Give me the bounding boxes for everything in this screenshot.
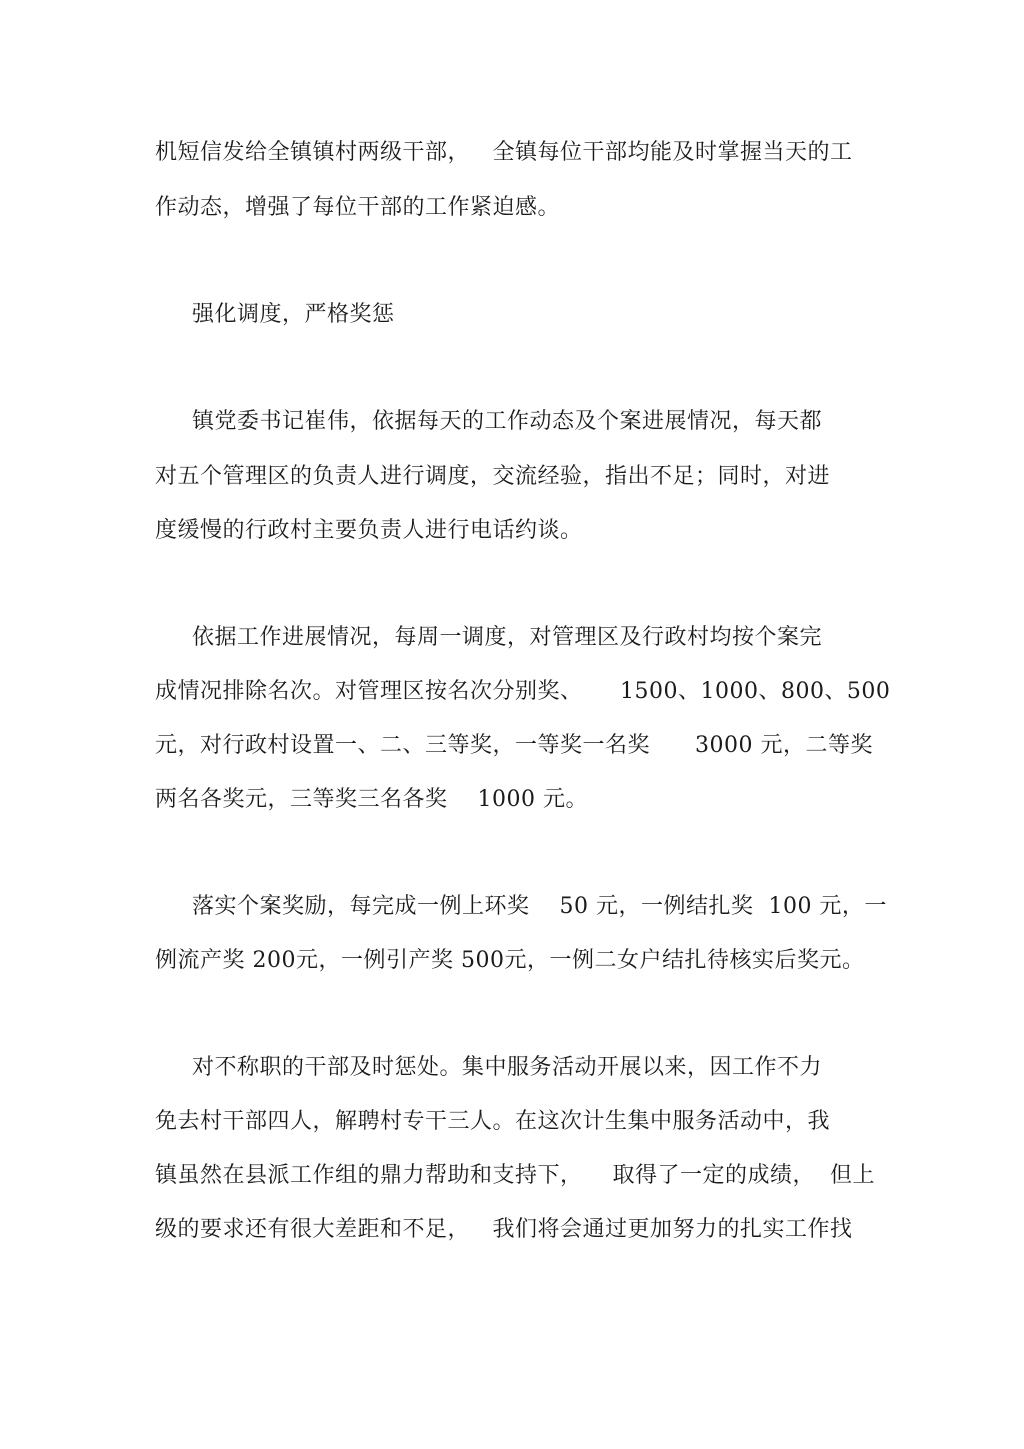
text-line: 级的要求还有很大差距和不足， 我们将会通过更加努力的扎实工作找 (155, 1217, 853, 1242)
text-line: 落实个案奖励，每完成一例上环奖 50 元，一例结扎奖 100 元，一 (192, 894, 887, 919)
text-line: 两名各奖元，三等奖三名各奖 1000 元。 (155, 787, 588, 812)
text-line: 度缓慢的行政村主要负责人进行电话约谈。 (155, 518, 583, 543)
text-line: 镇虽然在县派工作组的鼎力帮助和支持下， 取得了一定的成绩， 但上 (155, 1163, 875, 1188)
text-line: 作动态，增强了每位干部的工作紧迫感。 (155, 195, 561, 220)
text-line: 免去村干部四人，解聘村专干三人。在这次计生集中服务活动中，我 (155, 1109, 831, 1134)
section-heading: 强化调度，严格奖惩 (192, 302, 395, 327)
text-line: 镇党委书记崔伟，依据每天的工作动态及个案进展情况，每天都 (192, 409, 823, 434)
text-line: 成情况排除名次。对管理区按名次分别奖、 1500、1000、800、500 (155, 679, 891, 704)
text-line: 元，对行政村设置一、二、三等奖，一等奖一名奖 3000 元，二等奖 (155, 733, 873, 758)
text-line: 对不称职的干部及时惩处。集中服务活动开展以来，因工作不力 (192, 1055, 823, 1080)
text-line: 依据工作进展情况，每周一调度，对管理区及行政村均按个案完 (192, 625, 823, 650)
text-line: 例流产奖 200元，一例引产奖 500元，一例二女户结扎待核实后奖元。 (155, 948, 865, 973)
text-line: 对五个管理区的负责人进行调度，交流经验，指出不足；同时，对进 (155, 464, 831, 489)
text-line: 机短信发给全镇镇村两级干部， 全镇每位干部均能及时掌握当天的工 (155, 140, 853, 165)
